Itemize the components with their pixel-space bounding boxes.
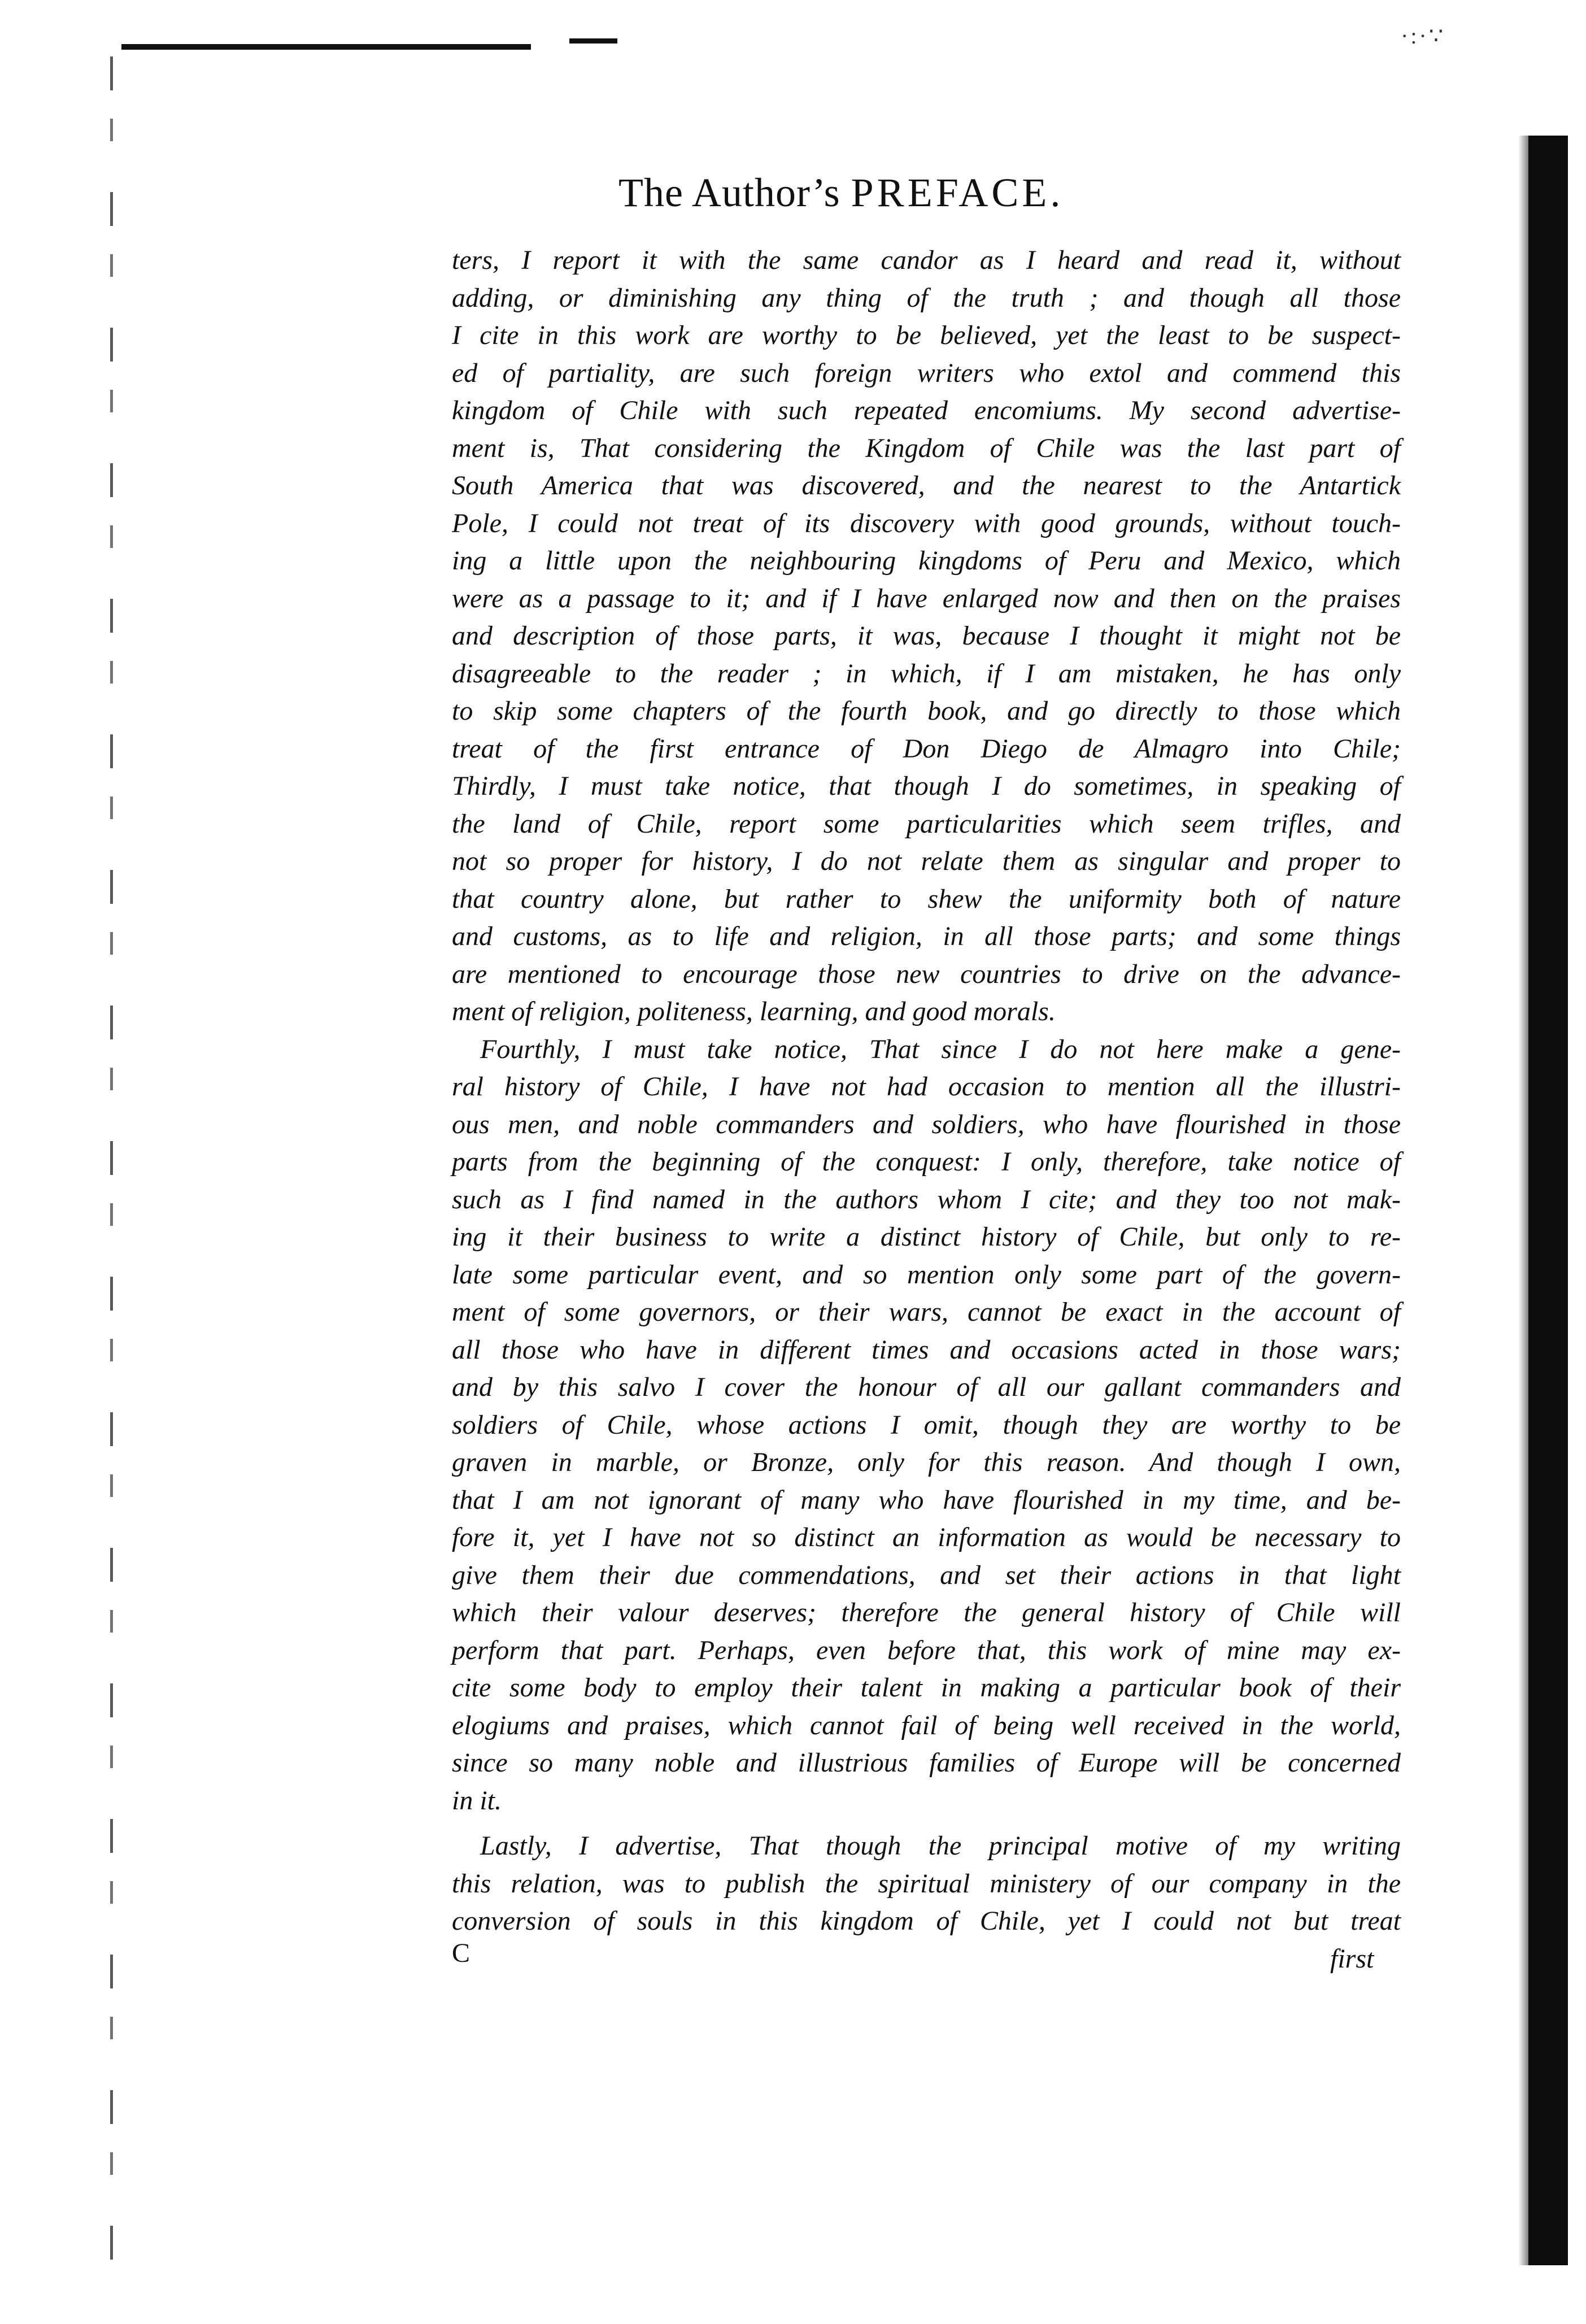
right-page-shadow <box>1518 136 1530 2265</box>
text-line: were as a passage to it; and if I have enlarged now and then on the praises <box>452 583 1401 613</box>
text-line: ment of religion, politeness, learning, and good morals. <box>452 996 1056 1026</box>
text-line: late some particular event, and so mention only some part of the govern- <box>452 1259 1401 1290</box>
header-title: PREFACE. <box>851 170 1064 215</box>
text-line: the land of Chile, report some particularities which seem trifles, and <box>452 808 1401 839</box>
text-line: fore it, yet I have not so distinct an information as would be necessary to <box>452 1522 1401 1552</box>
running-header <box>618 169 1409 216</box>
text-line: kingdom of Chile with such repeated encomiums. My second advertise- <box>452 395 1401 425</box>
top-rule-fragment <box>569 38 617 43</box>
signature-mark: C <box>452 1938 470 1968</box>
text-line: all those who have in different times and occasions acted in those wars; <box>452 1334 1401 1365</box>
text-line: ment is, That considering the Kingdom of Chile was the last part of <box>452 433 1401 463</box>
text-line: in it. <box>452 1785 502 1816</box>
text-line: perform that part. Perhaps, even before that, this work of mine may ex- <box>452 1635 1401 1665</box>
paragraph-start-line: Fourthly, I must take notice, That since I do not here make a gene- <box>480 1034 1401 1064</box>
text-line: not so proper for history, I do not relate them as singular and proper to <box>452 846 1401 876</box>
text-line: to skip some chapters of the fourth book, and go directly to those which <box>452 696 1401 726</box>
text-line: elogiums and praises, which cannot fail of being well received in the world, <box>452 1710 1401 1740</box>
text-line: ral history of Chile, I have not had occasion to mention all the illustri- <box>452 1072 1401 1102</box>
text-line: treat of the first entrance of Don Diego de Almagro into Chile; <box>452 733 1401 764</box>
left-page-edge <box>110 56 113 2260</box>
text-line: graven in marble, or Bronze, only for this reason. And though I own, <box>452 1447 1401 1477</box>
header-prefix: The Author’s <box>618 170 840 215</box>
text-line: I cite in this work are worthy to be believed, yet the least to be suspect- <box>452 320 1401 350</box>
text-line: ment of some governors, or their wars, cannot be exact in the account of <box>452 1297 1401 1327</box>
text-line: Thirdly, I must take notice, that though I do sometimes, in speaking of <box>452 771 1401 801</box>
text-line: Pole, I could not treat of its discovery with good grounds, without touch- <box>452 508 1401 538</box>
text-line: give them their due commendations, and set their actions in that light <box>452 1560 1401 1590</box>
text-line: and description of those parts, it was, because I thought it might not be <box>452 621 1401 651</box>
text-line: disagreeable to the reader ; in which, if I am mistaken, he has only <box>452 658 1401 689</box>
text-line: and customs, as to life and religion, in all those parts; and some things <box>452 921 1401 951</box>
text-line: are mentioned to encourage those new countries to drive on the advance- <box>452 959 1401 989</box>
text-line: adding, or diminishing any thing of the truth ; and though all those <box>452 282 1401 313</box>
text-line: ters, I report it with the same candor as I heard and read it, without <box>452 245 1401 275</box>
catchword: first <box>1330 1944 1374 1974</box>
right-page-edge <box>1528 136 1568 2265</box>
text-line: which their valour deserves; therefore the general history of Chile will <box>452 1598 1401 1627</box>
paragraph-start-line: Lastly, I advertise, That though the principal motive of my writing <box>480 1831 1401 1861</box>
text-line: ous men, and noble commanders and soldiers, who have flourished in those <box>452 1109 1401 1139</box>
text-line: soldiers of Chile, whose actions I omit, though they are worthy to be <box>452 1409 1401 1440</box>
text-line: ing it their business to write a distinct history of Chile, but only to re- <box>452 1222 1401 1252</box>
text-line: that I am not ignorant of many who have flourished in my time, and be- <box>452 1485 1401 1515</box>
text-line: cite some body to employ their talent in making a particular book of their <box>452 1673 1401 1703</box>
text-line: parts from the beginning of the conquest: I only, therefore, take notice of <box>452 1147 1401 1177</box>
top-rule <box>121 44 531 50</box>
text-line: since so many noble and illustrious families of Europe will be concerned <box>452 1748 1401 1778</box>
text-line: conversion of souls in this kingdom of Chile, yet I could not but treat <box>452 1906 1401 1936</box>
text-line: that country alone, but rather to shew the uniformity both of nature <box>452 884 1401 914</box>
text-line: such as I find named in the authors whom I cite; and they too not mak- <box>452 1184 1401 1215</box>
text-line: South America that was discovered, and the nearest to the Antartick <box>452 471 1401 501</box>
text-line: ing a little upon the neighbouring kingdoms of Peru and Mexico, which <box>452 546 1401 576</box>
text-line: ed of partiality, are such foreign writers who extol and commend this <box>452 358 1401 388</box>
text-line: and by this salvo I cover the honour of all our gallant commanders and <box>452 1372 1401 1402</box>
corner-smudge: ·:·∵ <box>1401 23 1446 49</box>
text-line: this relation, was to publish the spiritual ministery of our company in the <box>452 1868 1401 1899</box>
body-text <box>452 242 1401 1940</box>
